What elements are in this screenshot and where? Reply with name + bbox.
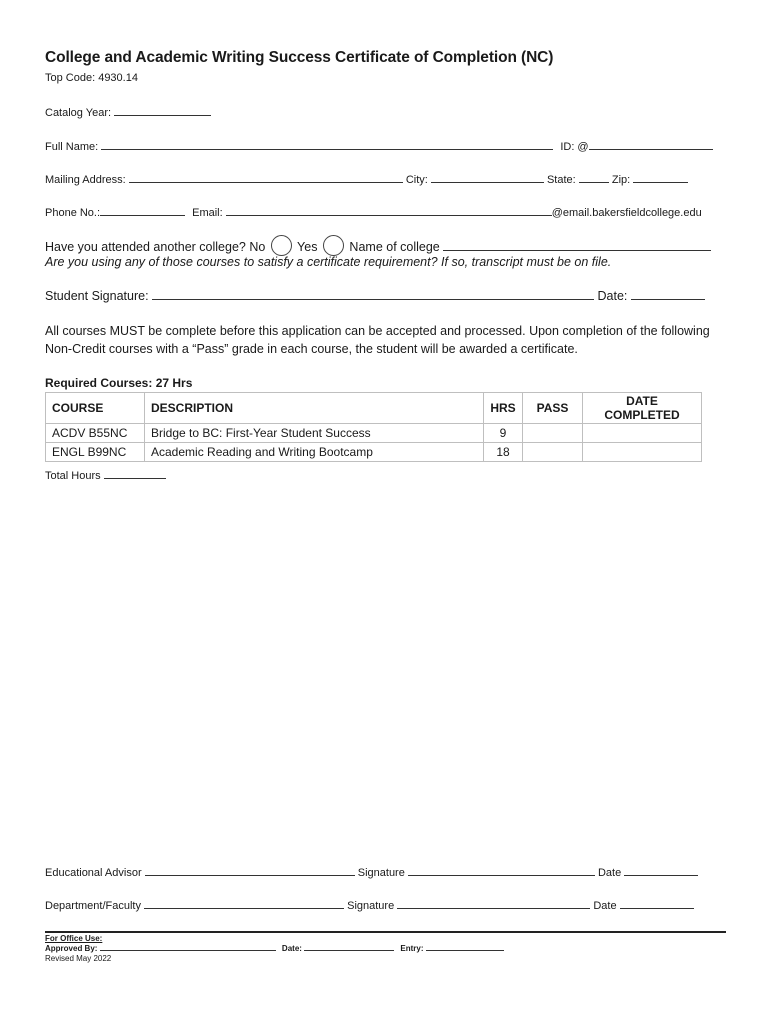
header-date-completed: DATE COMPLETED <box>583 393 702 424</box>
other-college-question: Have you attended another college? <box>45 240 246 254</box>
advisor-signature-label: Signature <box>357 867 405 879</box>
courses-table <box>45 392 702 462</box>
required-courses-heading: Required Courses: 27 Hrs <box>45 376 193 390</box>
course-pass-cell[interactable] <box>523 424 583 443</box>
phone-label: Phone No.: <box>45 207 101 219</box>
table-header-row <box>46 393 702 424</box>
department-signature-label: Signature <box>347 900 395 912</box>
catalog-year-row <box>45 105 211 119</box>
department-label: Department/Faculty <box>45 900 141 912</box>
student-id-label: ID: @ <box>560 141 589 153</box>
student-signature-label: Student Signature: <box>45 289 149 303</box>
student-signature-field[interactable] <box>152 289 594 300</box>
table-row <box>46 443 702 462</box>
office-divider <box>45 931 726 933</box>
course-pass-cell[interactable] <box>523 443 583 462</box>
approved-by-field[interactable] <box>100 943 276 951</box>
office-date-label: Date: <box>281 944 302 953</box>
total-hours-label: Total Hours <box>45 470 101 482</box>
department-signature-field[interactable] <box>397 898 590 909</box>
department-date-label: Date <box>593 900 617 912</box>
department-name-field[interactable] <box>144 898 344 909</box>
no-label: No <box>249 240 266 254</box>
entry-field[interactable] <box>426 943 504 951</box>
college-name-label: Name of college <box>349 240 440 254</box>
header-description: DESCRIPTION <box>145 393 484 424</box>
student-date-field[interactable] <box>631 289 705 300</box>
office-use-row <box>45 943 504 953</box>
full-name-field[interactable] <box>101 139 553 150</box>
full-name-label: Full Name: <box>45 141 99 153</box>
table-row <box>46 424 702 443</box>
email-label: Email: <box>192 207 223 219</box>
advisor-label: Educational Advisor <box>45 867 142 879</box>
full-name-row <box>45 139 713 153</box>
contact-row <box>45 205 702 219</box>
phone-field[interactable] <box>100 205 185 216</box>
approved-by-label: Approved By: <box>45 944 98 953</box>
advisor-date-label: Date <box>597 867 622 879</box>
catalog-year-field[interactable] <box>114 105 211 116</box>
yes-label: Yes <box>297 240 318 254</box>
total-hours-row <box>45 468 166 482</box>
mailing-address-label: Mailing Address: <box>45 174 126 186</box>
course-hrs: 18 <box>484 443 523 462</box>
student-date-label: Date: <box>597 289 628 303</box>
transcript-note: Are you using any of those courses to satisfy a certificate requirement? If so, transcript must be on file. <box>45 255 612 269</box>
advisor-name-field[interactable] <box>145 865 355 876</box>
department-date-field[interactable] <box>620 898 694 909</box>
zip-field[interactable] <box>633 172 688 183</box>
header-pass: PASS <box>523 393 583 424</box>
yes-radio[interactable] <box>323 235 344 256</box>
student-id-field[interactable] <box>589 139 713 150</box>
department-row <box>45 898 694 912</box>
zip-label: Zip: <box>611 174 631 186</box>
city-label: City: <box>405 174 428 186</box>
state-field[interactable] <box>579 172 609 183</box>
office-use-heading: For Office Use: <box>45 934 103 943</box>
college-name-field[interactable] <box>443 240 711 251</box>
state-label: State: <box>546 174 576 186</box>
course-code: ENGL B99NC <box>46 443 145 462</box>
student-signature-row <box>45 289 705 303</box>
advisor-signature-field[interactable] <box>408 865 595 876</box>
mailing-address-field[interactable] <box>129 172 403 183</box>
course-description: Bridge to BC: First-Year Student Success <box>145 424 484 443</box>
mailing-address-row <box>45 172 688 186</box>
instructions-line-2: Non-Credit courses with a “Pass” grade in each course, the student will be awarded a certificate. <box>45 342 578 356</box>
course-code: ACDV B55NC <box>46 424 145 443</box>
course-date-cell[interactable] <box>583 443 702 462</box>
course-date-cell[interactable] <box>583 424 702 443</box>
entry-label: Entry: <box>400 944 424 953</box>
top-code: Top Code: 4930.14 <box>45 72 138 84</box>
advisor-row <box>45 865 698 879</box>
course-description: Academic Reading and Writing Bootcamp <box>145 443 484 462</box>
catalog-year-label: Catalog Year: <box>45 107 112 119</box>
form-title: College and Academic Writing Success Certificate of Completion (NC) <box>45 49 554 66</box>
advisor-date-field[interactable] <box>624 865 698 876</box>
header-course: COURSE <box>46 393 145 424</box>
header-hrs: HRS <box>484 393 523 424</box>
revised-date: Revised May 2022 <box>45 954 112 963</box>
instructions-line-1: All courses MUST be complete before this application can be accepted and processed. Upon completion of the following <box>45 324 710 338</box>
no-radio[interactable] <box>271 235 292 256</box>
city-field[interactable] <box>431 172 544 183</box>
email-domain: @email.bakersfieldcollege.edu <box>551 207 702 219</box>
email-field[interactable] <box>226 205 552 216</box>
course-hrs: 9 <box>484 424 523 443</box>
office-date-field[interactable] <box>304 943 394 951</box>
total-hours-field[interactable] <box>104 468 166 479</box>
other-college-row <box>45 235 711 256</box>
